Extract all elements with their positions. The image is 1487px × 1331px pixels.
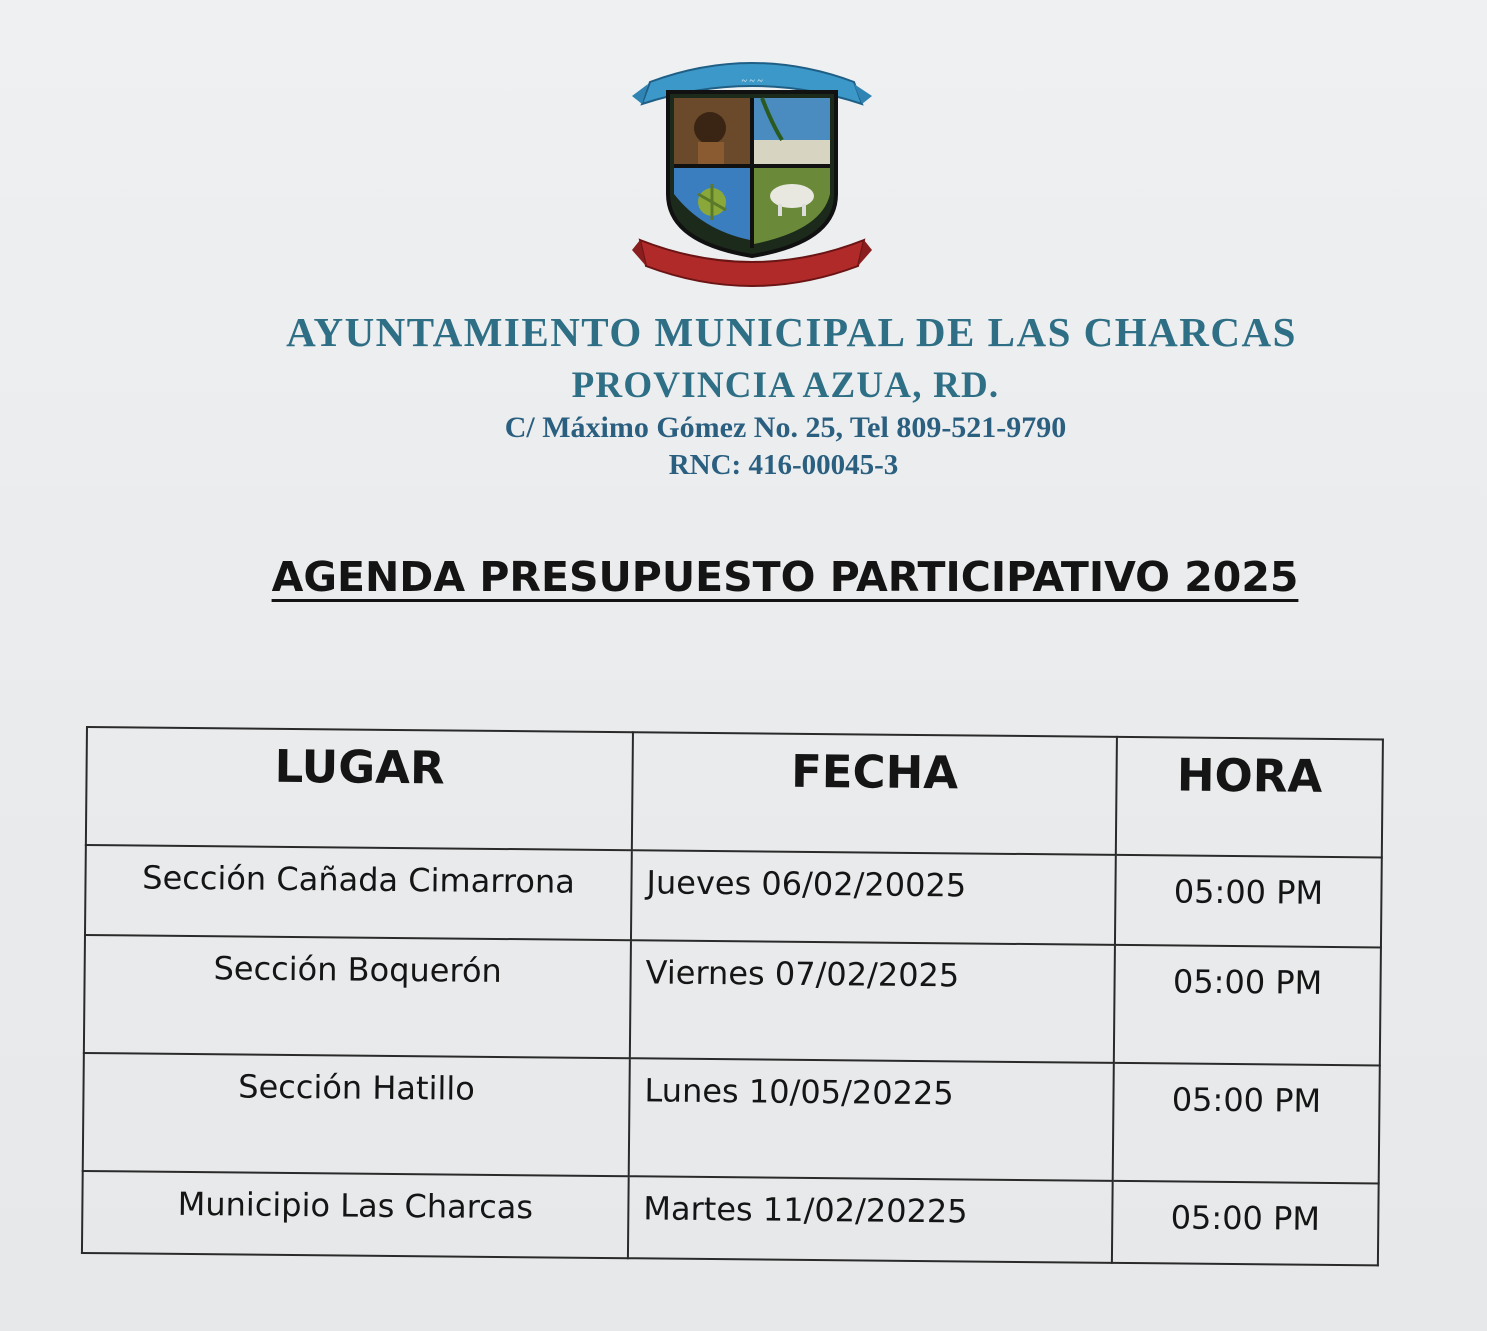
cell-lugar: Sección Boquerón [84, 935, 631, 1058]
cell-hora: 05:00 PM [1114, 945, 1381, 1066]
organization-name: AYUNTAMIENTO MUNICIPAL DE LAS CHARCAS [286, 309, 1297, 355]
table-row [82, 1171, 1379, 1265]
agenda-table [81, 726, 1384, 1266]
rnc-line: RNC: 416-00045-3 [668, 449, 899, 481]
cell-hora: 05:00 PM [1112, 1181, 1379, 1266]
document-title: AGENDA PRESUPUESTO PARTICIPATIVO 2025 [271, 553, 1299, 601]
cell-hora: 05:00 PM [1115, 855, 1382, 948]
column-header-hora: HORA [1116, 737, 1383, 858]
table-header-row [86, 727, 1383, 857]
cell-lugar: Municipio Las Charcas [82, 1171, 629, 1258]
table-row [83, 1053, 1380, 1183]
table-row [84, 935, 1381, 1065]
column-header-fecha: FECHA [632, 732, 1117, 855]
cell-fecha: Lunes 10/05/20225 [629, 1058, 1114, 1181]
svg-text:~ ~ ~: ~ ~ ~ [741, 76, 763, 87]
cell-lugar: Sección Hatillo [83, 1053, 630, 1176]
cell-hora: 05:00 PM [1113, 1063, 1380, 1184]
municipal-crest-logo [632, 44, 872, 289]
address-line: C/ Máximo Gómez No. 25, Tel 809-521-9790 [504, 411, 1067, 444]
agenda-table-container [81, 726, 1382, 1266]
table-row [85, 845, 1382, 947]
column-header-lugar: LUGAR [86, 727, 633, 850]
cell-lugar: Sección Cañada Cimarrona [85, 845, 632, 940]
cell-fecha: Martes 11/02/20225 [628, 1176, 1113, 1263]
province-line: PROVINCIA AZUA, RD. [571, 365, 1000, 406]
cell-fecha: Viernes 07/02/2025 [630, 940, 1115, 1063]
cell-fecha: Jueves 06/02/20025 [631, 850, 1116, 945]
